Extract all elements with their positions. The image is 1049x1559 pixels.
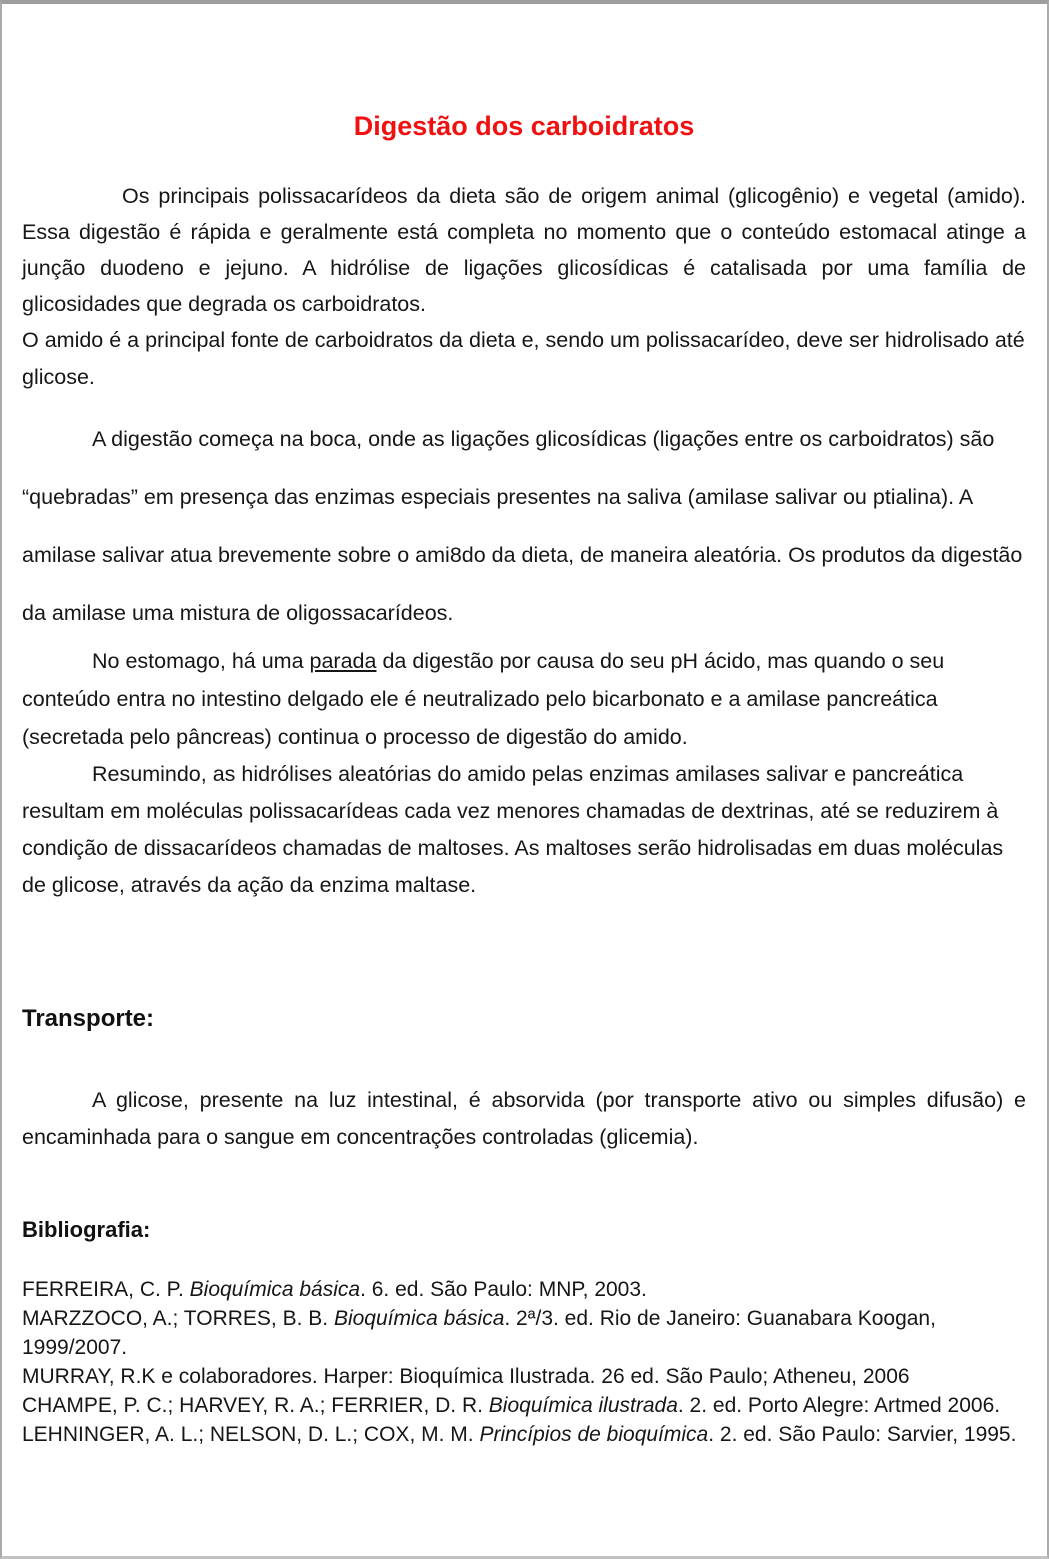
paragraph-amido: O amido é a principal fonte de carboidratos da dieta e, sendo um polissacarídeo, deve ser hidrolisado até glicose. (22, 328, 1025, 389)
paragraph-glicose: A glicose, presente na luz intestinal, é absorvida (por transporte ativo ou simples difusão) e encaminhada para o sangue em concentrações controladas (glicemia). (22, 1088, 1026, 1149)
book-title-italic: Bioquímica ilustrada (488, 1394, 678, 1417)
text-run: FERREIRA, C. P. (22, 1278, 190, 1301)
text-run: . 2ª/3. ed. Rio de Janeiro: Guanabara Koogan, 1999/2007. (22, 1307, 936, 1359)
text-run: MARZZOCO, A.; TORRES, B. B. (22, 1307, 334, 1330)
bibliography-entry (22, 1304, 1026, 1362)
underlined-word: parada (309, 649, 377, 673)
text-run: LEHNINGER, A. L.; NELSON, D. L.; COX, M. M. (22, 1423, 480, 1446)
text-run: CHAMPE, P. C.; HARVEY, R. A.; FERRIER, D. R. (22, 1394, 489, 1417)
bibliography-entry (22, 1275, 1026, 1304)
paragraph-digestao-boca: A digestão começa na boca, onde as ligações glicosídicas (ligações entre os carboidratos) são “quebradas” em presença das enzimas especiais presentes na saliva (amilase salivar ou ptialina). A amilase salivar atua brevemente sobre o ami8do da dieta, de maneira aleatória. Os produtos da digestão da amilase uma mistura de oligossacarídeos. (22, 427, 1023, 625)
paragraph-polissacarideos: Os principais polissacarídeos da dieta são de origem animal (glicogênio) e vegetal (amido). Essa digestão é rápida e geralmente está completa no momento que o conteúdo estomacal atinge a junção duodeno e jejuno. A hidrólise de ligações glicosídicas é catalisada por uma família de glicosidades que degrada os carboidratos. (22, 184, 1026, 316)
book-title-italic: Princípios de bioquímica (479, 1423, 709, 1446)
document-title: Digestão dos carboidratos (353, 111, 695, 141)
text-run: da digestão por causa do seu pH ácido, mas quando o seu conteúdo entra no intestino delgado ele é neutralizado pelo bicarbonato e a amilase pancreática (secretada pelo pâncreas) continua o processo de digestão do amido. (22, 649, 945, 749)
text-run: . 6. ed. São Paulo: MNP, 2003. (360, 1278, 647, 1301)
bibliography-entry (22, 1420, 1026, 1449)
text-run: . 2. ed. Porto Alegre: Artmed 2006. (677, 1394, 1001, 1417)
paragraph-resumindo: Resumindo, as hidrólises aleatórias do amido pelas enzimas amilases salivar e pancreática resultam em moléculas polissacarídeas cada vez menores chamadas de dextrinas, até se reduzirem à condição de dissacarídeos chamadas de maltoses. As maltoses serão hidrolisadas em duas moléculas de glicose, através da ação da enzima maltase. (22, 762, 1004, 897)
bibliography-entry (22, 1391, 1026, 1420)
text-run: . 2. ed. São Paulo: Sarvier, 1995. (708, 1423, 1017, 1446)
bibliography-list (22, 1275, 1026, 1449)
book-title-italic: Bioquímica básica (189, 1278, 361, 1301)
text-run: MURRAY, R.K e colaboradores. Harper: Bioquímica Ilustrada. 26 ed. São Paulo; Atheneu, 2006 (22, 1365, 910, 1388)
heading-transporte: Transporte: (22, 1005, 155, 1032)
book-title-italic: Bioquímica básica (333, 1307, 505, 1330)
heading-bibliografia: Bibliografia: (22, 1217, 151, 1242)
bibliography-entry (22, 1362, 1026, 1391)
paragraph-estomago (22, 642, 1026, 756)
text-run: No estomago, há uma (92, 649, 310, 673)
